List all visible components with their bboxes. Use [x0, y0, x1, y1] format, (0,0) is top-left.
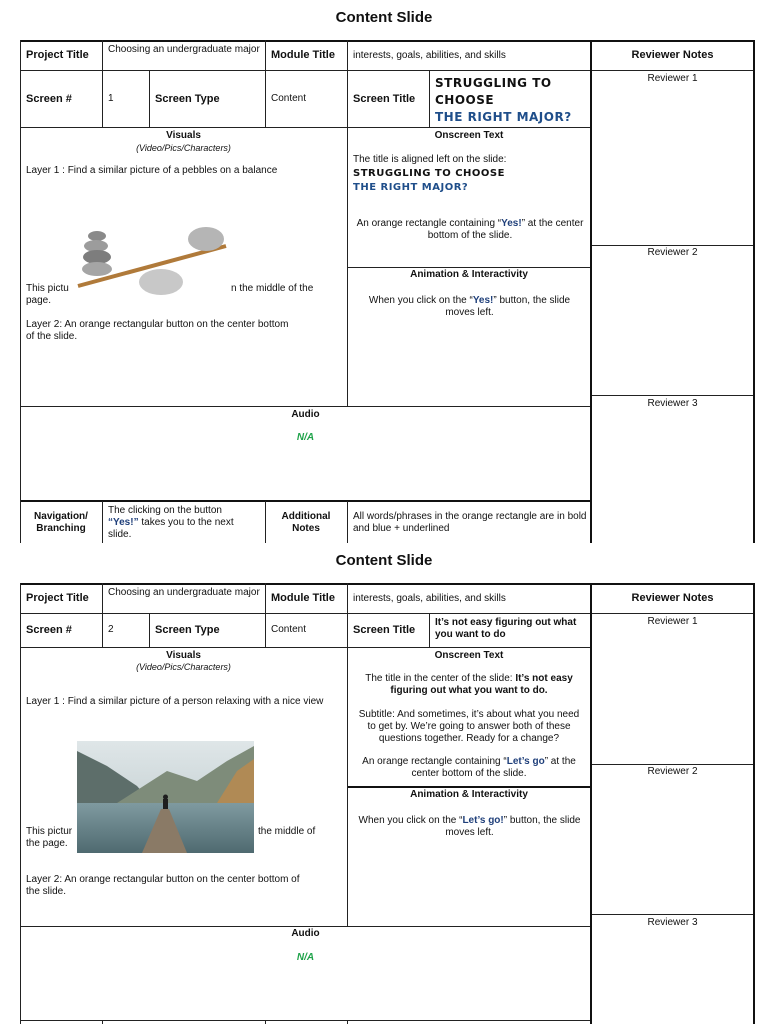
animation-label: Animation & Interactivity [410, 789, 528, 800]
screen-type-value: Content [271, 93, 307, 104]
onscreen-subtitle: Subtitle: And sometimes, it’s about what you need to get by. We’re going to answer both of these questions together. Ready for a change? [358, 709, 580, 744]
module-title-label: Module Title [271, 592, 335, 604]
picture-middle-a: This pictu [26, 283, 69, 294]
onscreen-text-label: Onscreen Text [434, 130, 504, 141]
pebble [188, 227, 224, 251]
screen-type-label: Screen Type [155, 624, 220, 636]
animation-label: Animation & Interactivity [410, 269, 528, 280]
audio-label: Audio [291, 928, 320, 939]
additional-notes-label: Additional Notes [281, 511, 331, 534]
picture-middle-c: page. [26, 295, 52, 306]
module-title-value: interests, goals, abilities, and skills [353, 50, 506, 61]
module-title-label: Module Title [271, 49, 335, 61]
reviewer-2-label: Reviewer 2 [647, 766, 698, 777]
onscreen-text-label: Onscreen Text [434, 650, 504, 661]
project-title-label: Project Title [26, 49, 89, 61]
screen-title-value: It’s not easy figuring out what you want to do [435, 617, 577, 640]
slide-2-heading: Content Slide [335, 552, 433, 569]
reviewer-1-label: Reviewer 1 [647, 616, 698, 627]
visuals-label: Visuals [166, 130, 201, 141]
screen-title-label: Screen Title [353, 93, 416, 105]
visuals-sub: (Video/Pics/Characters) [136, 662, 231, 672]
project-title-label: Project Title [26, 592, 89, 604]
layer2-text: Layer 2: An orange rectangular button on the center bottom of the slide. [26, 319, 289, 342]
pebbles-balance-image [76, 222, 232, 297]
screen-number-value: 2 [108, 624, 114, 635]
project-title-value: Choosing an undergraduate major [108, 587, 260, 598]
screen-type-value: Content [271, 624, 307, 635]
pebble [83, 250, 111, 264]
person [163, 799, 168, 809]
layer1-text: Layer 1 : Find a similar picture of a pebbles on a balance [26, 165, 278, 176]
screen-title-value: STRUGGLING TO CHOOSE THE RIGHT MAJOR? [435, 76, 572, 124]
navigation-label: Navigation/ Branching [34, 511, 88, 534]
reviewer-3-label: Reviewer 3 [647, 398, 698, 409]
screen-number-value: 1 [108, 93, 114, 104]
visuals-sub: (Video/Pics/Characters) [136, 143, 231, 153]
onscreen-p1: The title in the center of the slide: It’s not easy figuring out what you want to do. [365, 673, 573, 696]
pebble-fulcrum [139, 269, 183, 295]
pebble [88, 231, 106, 241]
screen-number-label: Screen # [26, 624, 72, 636]
additional-notes-text: All words/phrases in the orange rectangle are in bold and blue + underlined [353, 511, 587, 534]
audio-value: N/A [296, 952, 315, 963]
navigation-text: The clicking on the button “Yes!” takes you to the next slide. [108, 505, 234, 540]
screen-number-label: Screen # [26, 93, 72, 105]
orange-rectangle-note: An orange rectangle containing “Let’s go” at the center bottom of the slide. [362, 756, 576, 779]
picture-middle-b: the middle of [258, 826, 316, 837]
picture-middle-c: the page. [26, 838, 68, 849]
module-title-value: interests, goals, abilities, and skills [353, 593, 506, 604]
onscreen-p1: The title is aligned left on the slide: [353, 154, 507, 165]
onscreen-title: STRUGGLING TO CHOOSE THE RIGHT MAJOR? [353, 168, 505, 193]
reviewer-notes-label: Reviewer Notes [631, 592, 714, 604]
screen-type-label: Screen Type [155, 93, 220, 105]
screen-title-label: Screen Title [353, 624, 416, 636]
layer1-text: Layer 1 : Find a similar picture of a person relaxing with a nice view [26, 696, 324, 707]
reviewer-notes-label: Reviewer Notes [631, 49, 714, 61]
reviewer-1-label: Reviewer 1 [647, 73, 698, 84]
pebble [82, 262, 112, 276]
reviewer-2-label: Reviewer 2 [647, 247, 698, 258]
project-title-value: Choosing an undergraduate major [108, 44, 260, 55]
visuals-label: Visuals [166, 650, 201, 661]
picture-middle-a: This pictur [26, 826, 73, 837]
slide-1-heading: Content Slide [335, 9, 433, 26]
lake-view-image [77, 741, 254, 853]
layer2-text: Layer 2: An orange rectangular button on the center bottom of the slide. [26, 874, 300, 897]
audio-label: Audio [291, 409, 320, 420]
audio-value: N/A [296, 432, 315, 443]
picture-middle-b: n the middle of the [231, 283, 314, 294]
animation-text: When you click on the “Yes!” button, the slide moves left. [368, 295, 571, 318]
animation-text: When you click on the “Let’s go!” button, the slide moves left. [358, 815, 581, 838]
reviewer-3-label: Reviewer 3 [647, 917, 698, 928]
orange-rectangle-note: An orange rectangle containing “Yes!” at the center bottom of the slide. [356, 218, 584, 241]
